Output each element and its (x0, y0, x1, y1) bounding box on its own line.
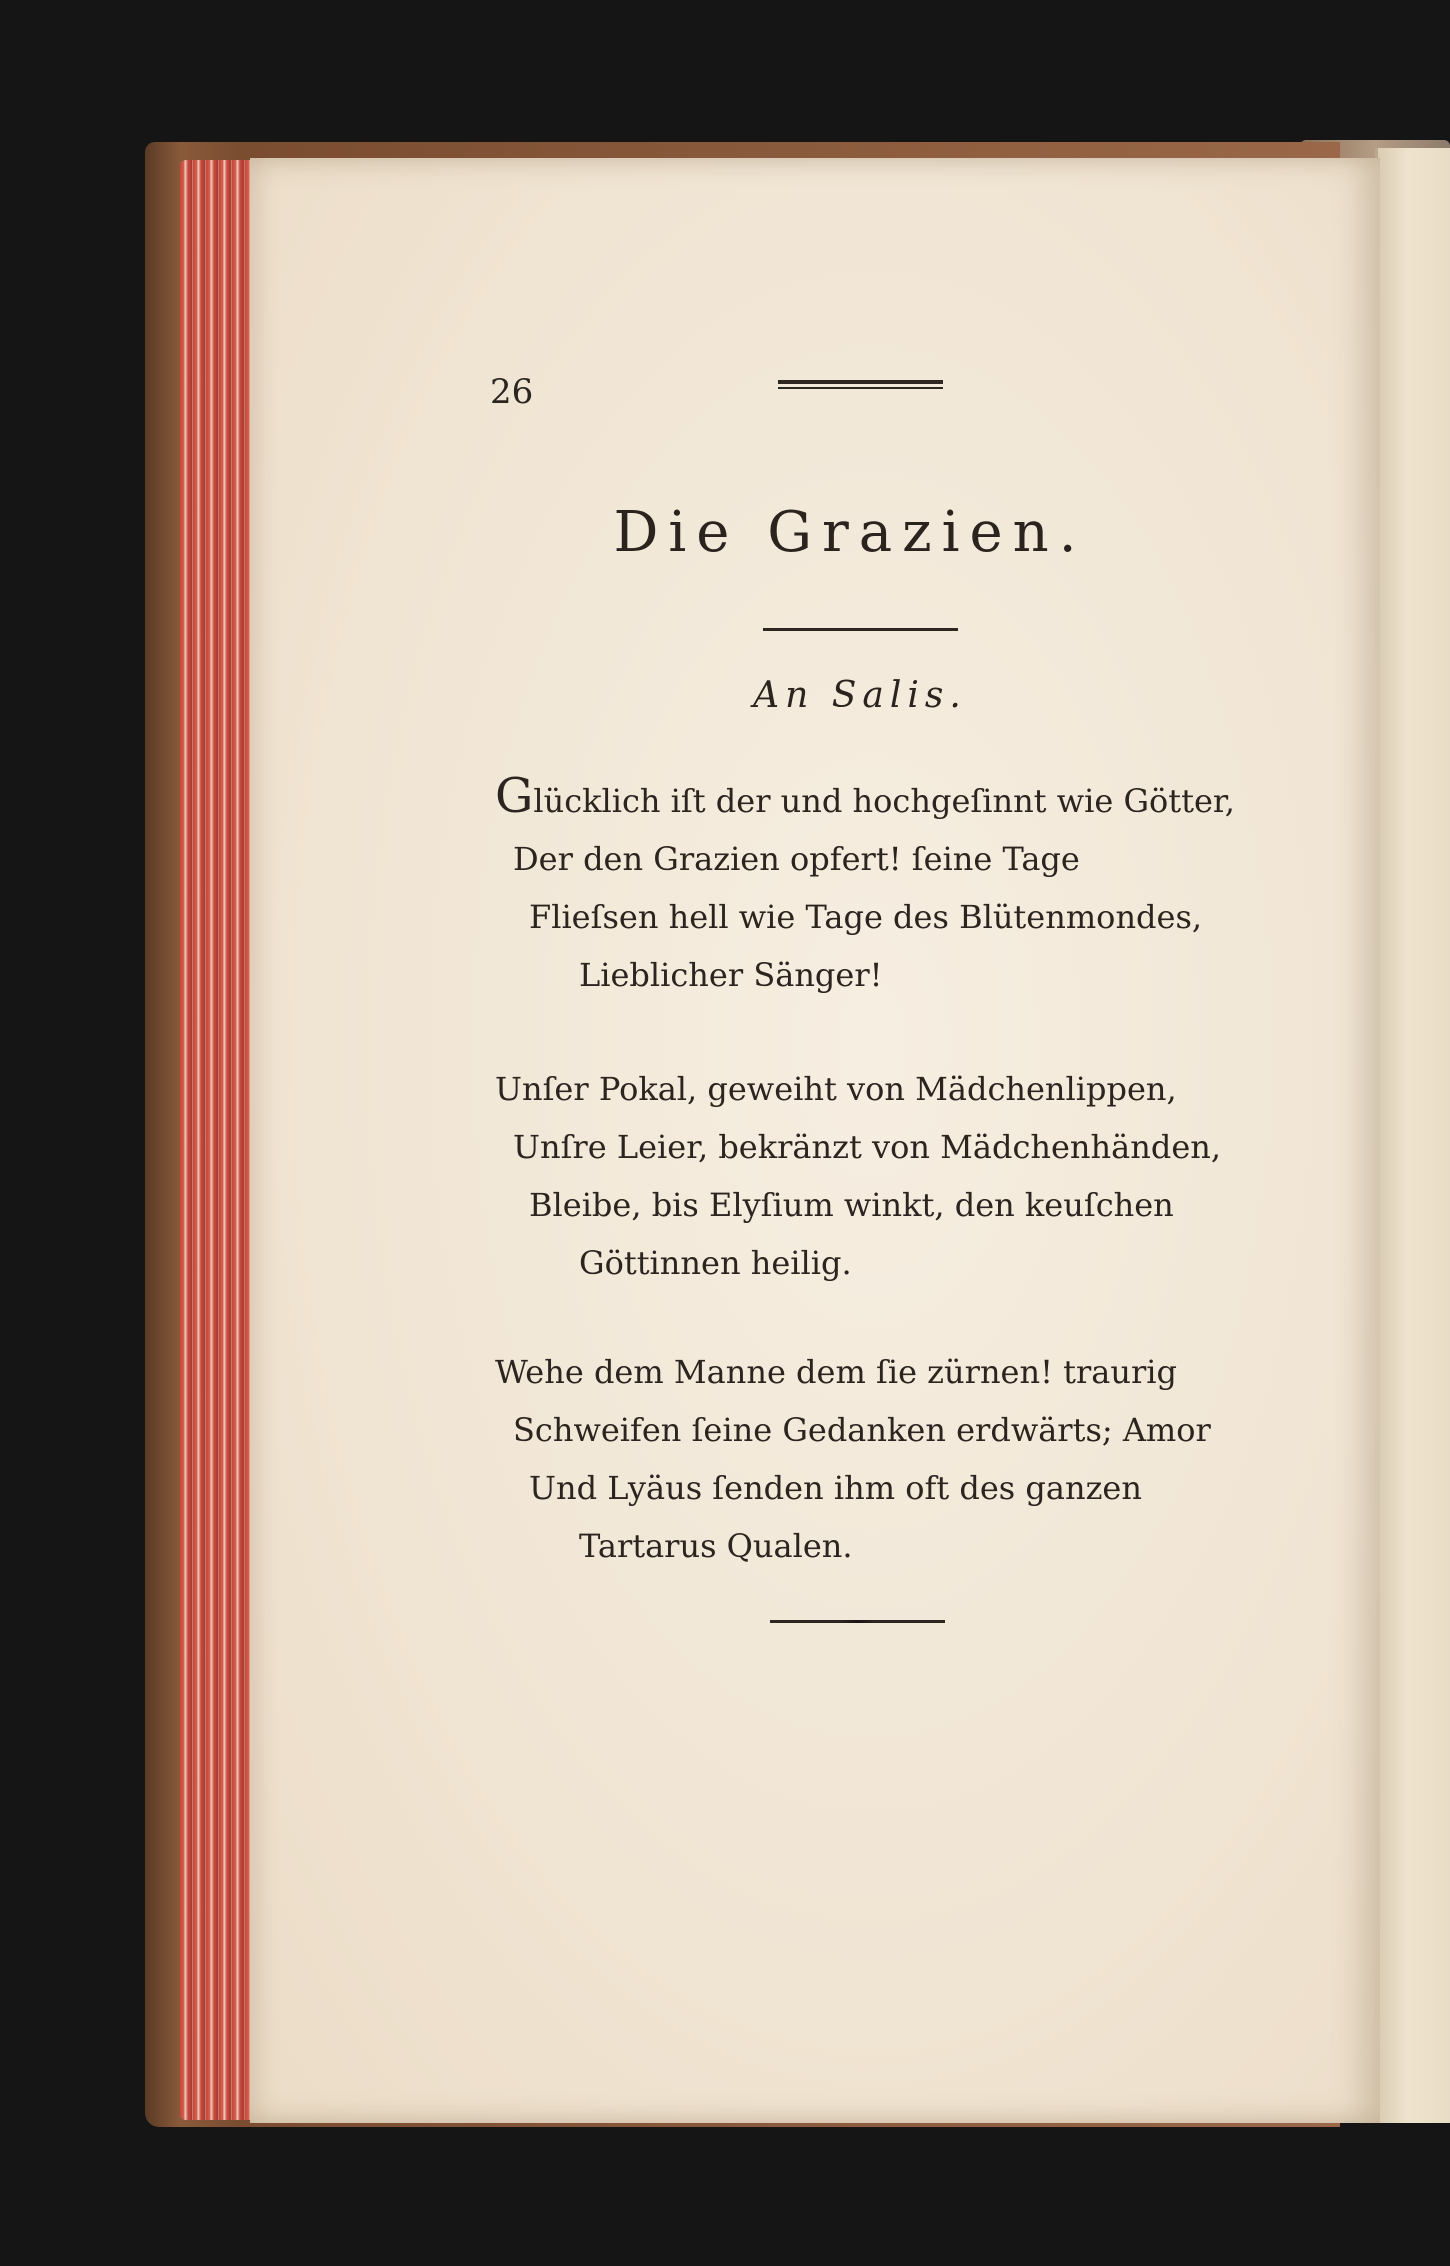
verse-line: Bleibe, bis Elyſium winkt, den keuſchen (529, 1186, 1174, 1224)
header-rule (778, 380, 943, 389)
verse-line: Göttinnen heilig. (579, 1244, 852, 1282)
end-rule (770, 1620, 945, 1623)
drop-cap: G (495, 768, 534, 824)
verse-line: Der den Grazien opfert! ſeine Tage (513, 840, 1080, 878)
page-edges (180, 160, 260, 2120)
stanza-2 (495, 1060, 1255, 1292)
title-rule (763, 628, 958, 631)
verse-line: Unſre Leier, bekränzt von Mädchenhänden, (513, 1128, 1222, 1166)
verse-line: Tartarus Qualen. (579, 1527, 853, 1565)
poem-title: Die Grazien. (613, 500, 1087, 565)
stanza-1 (495, 768, 1255, 1004)
page-number: 26 (490, 372, 534, 412)
verse-line: Wehe dem Manne dem ſie zürnen! traurig (495, 1353, 1177, 1391)
poem-dedication: An Salis. (753, 675, 967, 716)
verse-line: Glücklich iſt der und hochgeſinnt wie Götter, (495, 768, 1235, 824)
verse-line: Flieſsen hell wie Tage des Blütenmondes, (529, 898, 1203, 936)
verse-line: Lieblicher Sänger! (579, 956, 883, 994)
verse-line: Schweifen ſeine Gedanken erdwärts; Amor (513, 1411, 1211, 1449)
verse-line: Unſer Pokal, geweiht von Mädchenlippen, (495, 1070, 1177, 1108)
verse-line: Und Lyäus ſenden ihm oft des ganzen (529, 1469, 1142, 1507)
stanza-3 (495, 1343, 1255, 1575)
next-page-edge (1375, 148, 1450, 2123)
